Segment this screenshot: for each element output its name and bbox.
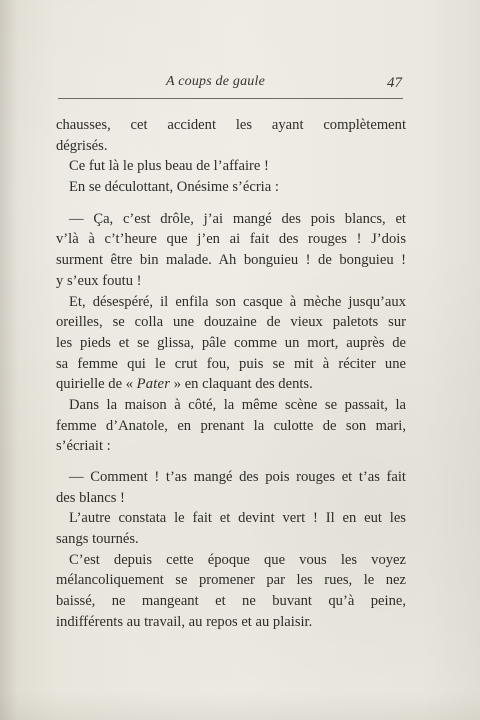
text-segment: quirielle de « [56,376,137,393]
italic-word: Pater [136,376,171,393]
text-line: baissé, ne mangeant et ne buvant qu’à peine, [56,593,406,610]
text-line: femme d’Anatole, en prenant la culotte de son mari, [56,417,406,434]
text-line: chausses, cet accident les ayant complètement [56,117,406,133]
dialogue-line: — Ça, c’est drôle, j’ai mangé des pois blancs, et [69,210,406,227]
text-line: sa femme qui le crut fou, puis se mit à réciter une [56,355,406,372]
text-line: y s’eux foutu ! [56,272,142,289]
text-line: sangs tournés. [56,531,139,548]
dialogue-line: — Comment ! t’as mangé des pois rouges et t’as fait [69,469,406,485]
text-line: surment être bin malade. Ah bonguieu ! de bonguieu ! [56,252,406,269]
text-line: indifférents au travail, au repos et au plaisir. [56,613,313,630]
text-line: v’là à c’t’heure que j’en ai fait des rouges ! J’dois [56,231,406,248]
text-line: s’écriait : [56,438,111,455]
running-title: A coups de gaule [166,74,265,89]
text-line: Dans la maison à côté, la même scène se passait, la [69,396,406,413]
text-line: C’est depuis cette époque que vous les voyez [69,551,406,568]
text-line: En se déculottant, Onésime s’écria : [69,179,279,196]
text-line: mélancoliquement se promener par les rues, le nez [56,572,406,589]
page-shadow-left [0,0,18,720]
text-segment: » en claquant des dents. [170,376,313,393]
text-line-with-italic [56,374,406,395]
text-line: L’autre constata le fait et devint vert ! Il en eut les [69,510,406,527]
page-number: 47 [387,75,402,91]
page-shadow-bottom [0,692,480,720]
book-text [56,115,406,633]
text-line: oreilles, se colla une douzaine de vieux paletots sur [56,314,406,331]
text-line: les pieds et se glissa, pâle comme un mort, auprès de [56,334,406,351]
header-rule [58,98,403,99]
text-line: dégrisés. [56,137,108,154]
text-line: des blancs ! [56,489,125,506]
text-line: Ce fut là le plus beau de l’affaire ! [69,158,269,175]
text-line: Et, désespéré, il enfila son casque à mèche jusqu’aux [69,293,406,310]
running-header [58,74,404,96]
